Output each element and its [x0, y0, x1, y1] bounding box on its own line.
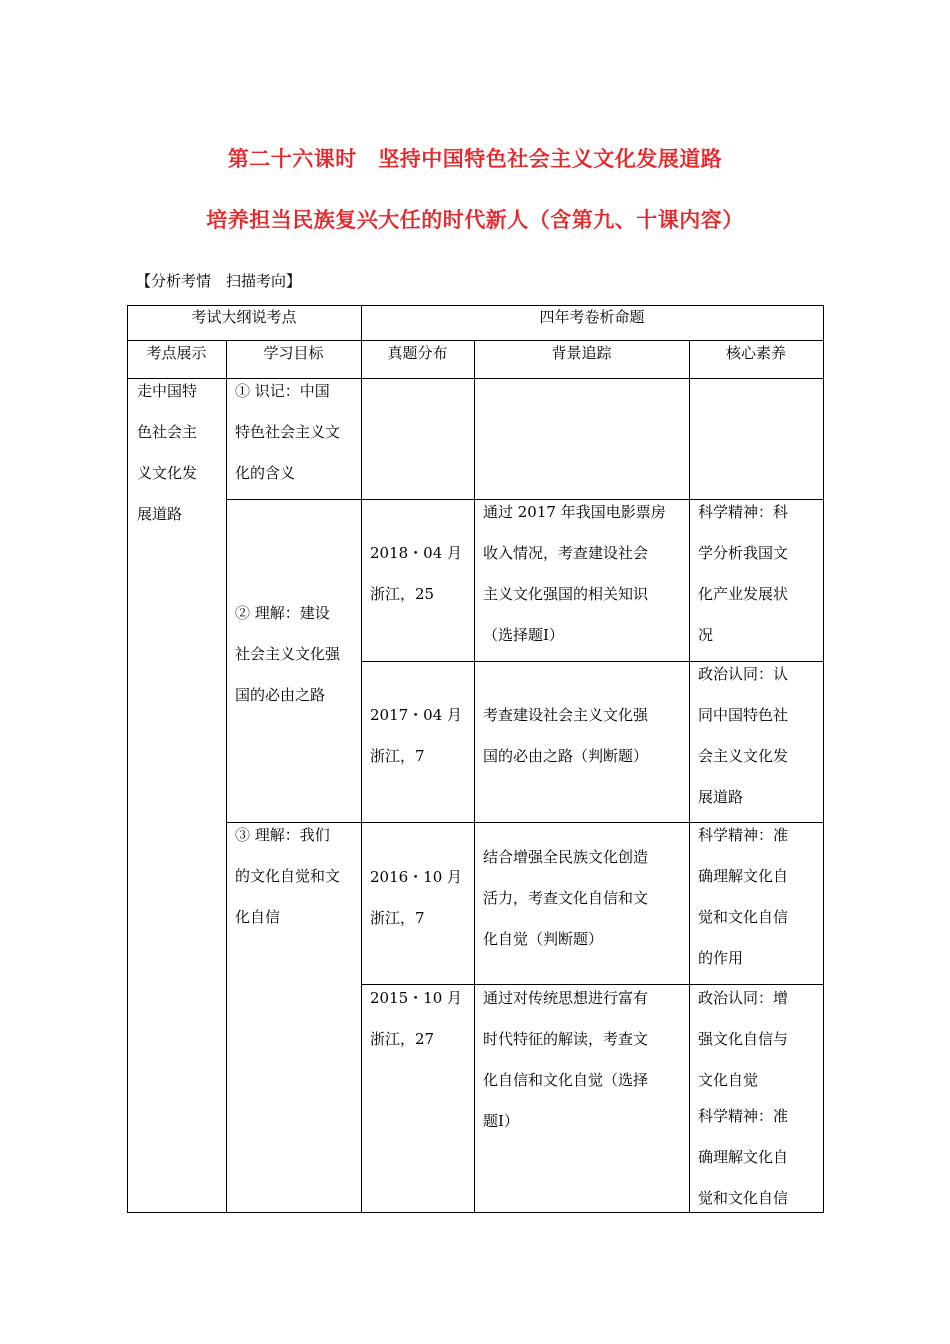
group-header-syllabus: 考试大纲说考点 [191, 308, 297, 326]
goal-cell: ① 识记：中国 特色社会主义文 化的含义 [235, 382, 341, 482]
literacy-cell: 政治认同：认 同中国特色社 会主义文化发 展道路 [698, 665, 789, 806]
column-header: 核心素养 [725, 344, 786, 362]
column-header: 学习目标 [263, 344, 324, 362]
table-border [474, 340, 475, 1213]
table-border [127, 378, 824, 379]
background-cell: 结合增强全民族文化创造 活力，考查文化自信和文 化自觉（判断题） [483, 848, 649, 948]
literacy-cell: 科学精神：准 确理解文化自 觉和文化自信 [698, 1107, 789, 1207]
goal-cell: ② 理解：建设 社会主义文化强 国的必由之路 [235, 604, 341, 704]
background-cell: 通过对传统思想进行富有 时代特征的解读，考查文 化自信和文化自觉（选择 题Ⅰ） [483, 989, 649, 1130]
table-border [689, 340, 690, 1213]
table-border [823, 305, 824, 1213]
goal-cell: ③ 理解：我们 的文化自觉和文 化自信 [235, 826, 341, 926]
exam-cell: 2018・04 月 浙江，25 [370, 544, 463, 603]
table-border [361, 305, 362, 1213]
group-header-exam-analysis: 四年考卷析命题 [539, 308, 645, 326]
page-title-line-2: 培养担当民族复兴大任的时代新人（含第九、十课内容） [206, 208, 744, 232]
background-cell: 通过 2017 年我国电影票房 收入情况，考查建设社会 主义文化强国的相关知识 （选择题Ⅰ） [483, 503, 666, 644]
exam-cell: 2016・10 月 浙江，7 [370, 868, 463, 927]
page-title-line-1: 第二十六课时 坚持中国特色社会主义文化发展道路 [227, 147, 723, 171]
exam-cell: 2015・10 月 浙江，27 [370, 989, 463, 1048]
background-cell: 考查建设社会主义文化强 国的必由之路（判断题） [483, 706, 649, 765]
column-header: 背景追踪 [551, 344, 612, 362]
column-header: 考点展示 [146, 344, 207, 362]
column-header: 真题分布 [387, 344, 448, 362]
table-border [127, 305, 128, 1213]
table-border [226, 340, 227, 1213]
literacy-cell: 科学精神：科 学分析我国文 化产业发展状 况 [698, 503, 789, 644]
literacy-cell: 政治认同：增 强文化自信与 文化自觉 [698, 989, 789, 1089]
exam-cell: 2017・04 月 浙江，7 [370, 706, 463, 765]
section-heading: 【分析考情 扫描考向】 [136, 272, 302, 290]
topic-cell: 走中国特 色社会主 义文化发 展道路 [137, 382, 198, 523]
literacy-cell: 科学精神：准 确理解文化自 觉和文化自信 的作用 [698, 826, 789, 967]
